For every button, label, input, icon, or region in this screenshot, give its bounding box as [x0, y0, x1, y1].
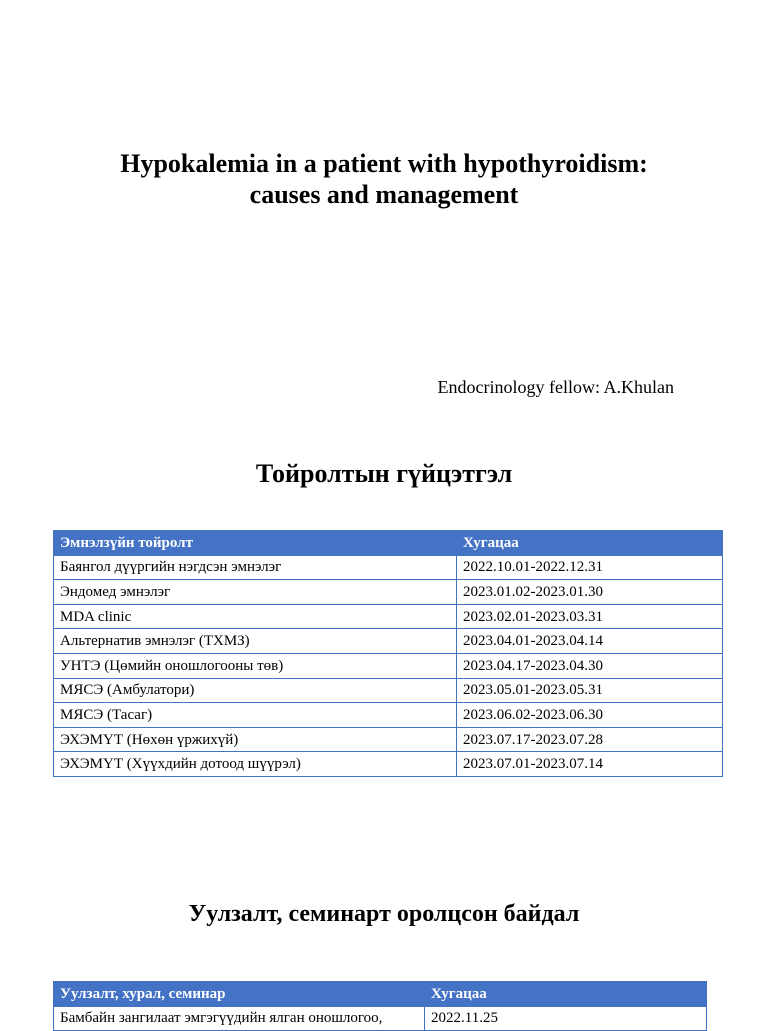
rotation-period-cell: 2022.10.01-2022.12.31	[457, 555, 723, 580]
rotation-place-cell: УНТЭ (Цөмийн оношлогооны төв)	[54, 653, 457, 678]
title-line-1: Hypokalemia in a patient with hypothyroidism:	[120, 149, 648, 178]
rotation-place-cell: МЯСЭ (Тасаг)	[54, 703, 457, 728]
column-header-seminar: Уулзалт, хурал, семинар	[54, 982, 425, 1007]
rotation-place-cell: ЭХЭМҮТ (Хүүхдийн дотоод шүүрэл)	[54, 752, 457, 777]
title-line-2: causes and management	[249, 180, 519, 209]
rotation-place-cell: ЭХЭМҮТ (Нөхөн үржихүй)	[54, 727, 457, 752]
rotation-period-cell: 2023.02.01-2023.03.31	[457, 604, 723, 629]
rotation-place-cell: MDA clinic	[54, 604, 457, 629]
seminar-date-cell: 2022.11.25	[425, 1006, 707, 1031]
table-header-row	[54, 982, 707, 1007]
seminar-heading: Уулзалт, семинарт оролцсон байдал	[188, 901, 580, 927]
seminar-title-cell: Бамбайн зангилаат эмгэгүүдийн ялган оношлогоо,	[54, 1006, 425, 1031]
table-row	[54, 555, 723, 580]
rotation-period-cell: 2023.04.17-2023.04.30	[457, 653, 723, 678]
column-header-rotation: Эмнэлзүйн тойролт	[54, 531, 457, 556]
rotation-heading: Тойролтын гүйцэтгэл	[255, 459, 513, 488]
table-row	[54, 653, 723, 678]
table-row	[54, 727, 723, 752]
rotation-place-cell: Эндомед эмнэлэг	[54, 580, 457, 605]
rotation-period-cell: 2023.05.01-2023.05.31	[457, 678, 723, 703]
rotation-period-cell: 2023.07.17-2023.07.28	[457, 727, 723, 752]
rotation-table	[53, 530, 723, 777]
document-title	[0, 148, 768, 210]
table-row	[54, 629, 723, 654]
rotation-place-cell: МЯСЭ (Амбулатори)	[54, 678, 457, 703]
column-header-date: Хугацаа	[425, 982, 707, 1007]
table-row	[54, 678, 723, 703]
author-line: Endocrinology fellow: A.Khulan	[437, 377, 674, 397]
table-header-row	[54, 531, 723, 556]
column-header-period: Хугацаа	[457, 531, 723, 556]
table-row	[54, 703, 723, 728]
rotation-place-cell: Баянгол дүүргийн нэгдсэн эмнэлэг	[54, 555, 457, 580]
table-row	[54, 604, 723, 629]
table-row	[54, 580, 723, 605]
rotation-place-cell: Альтернатив эмнэлэг (ТХМЗ)	[54, 629, 457, 654]
table-row	[54, 752, 723, 777]
rotation-period-cell: 2023.06.02-2023.06.30	[457, 703, 723, 728]
rotation-period-cell: 2023.01.02-2023.01.30	[457, 580, 723, 605]
rotation-period-cell: 2023.04.01-2023.04.14	[457, 629, 723, 654]
table-row	[54, 1006, 707, 1031]
rotation-period-cell: 2023.07.01-2023.07.14	[457, 752, 723, 777]
